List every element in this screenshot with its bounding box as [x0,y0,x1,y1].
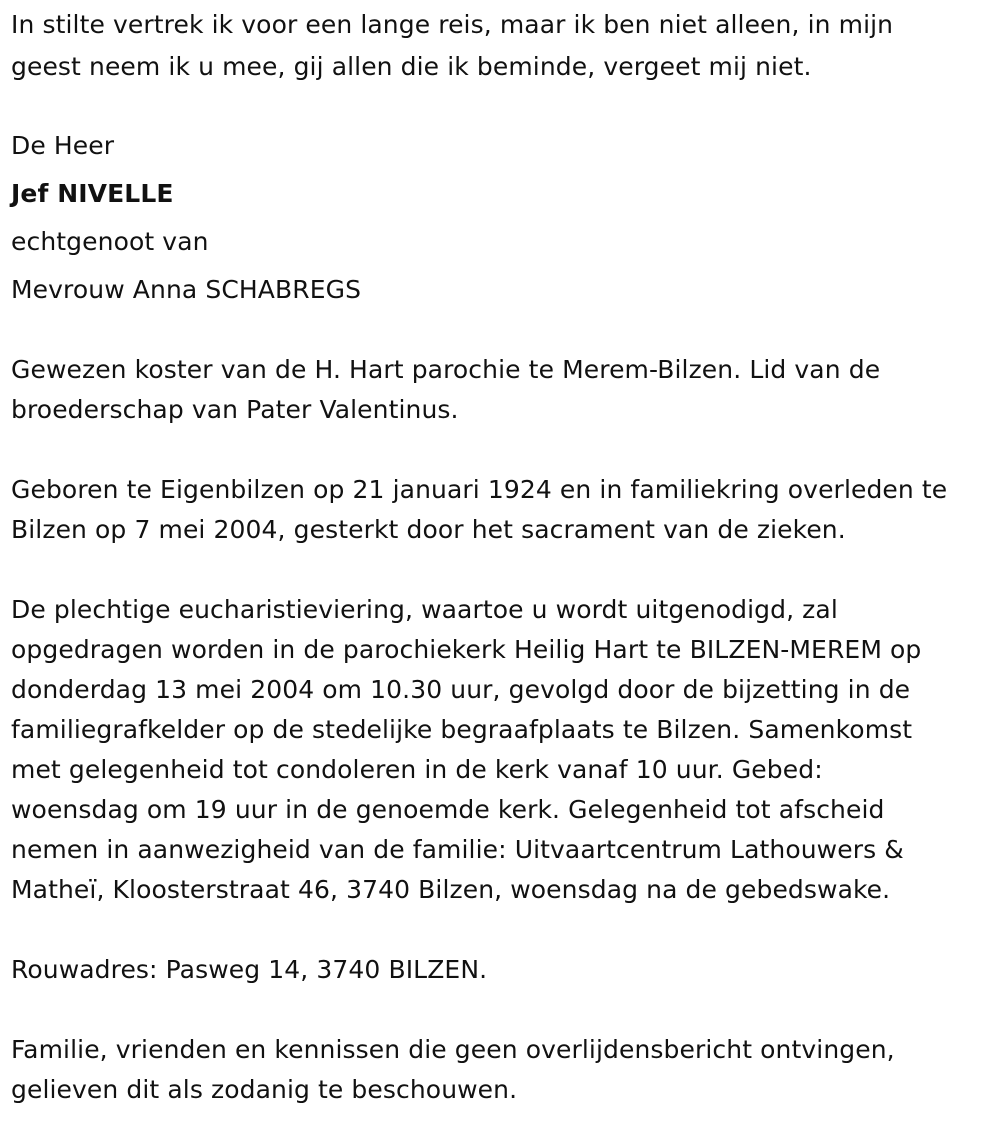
mourning-address: Rouwadres: Pasweg 14, 3740 BILZEN. [11,955,488,984]
text-line: Gewezen koster van de H. Hart parochie te Merem-Bilzen. Lid van de [11,355,881,384]
text-line: nemen in aanwezigheid van de familie: Uitvaartcentrum Lathouwers & [11,835,904,864]
text-line: Familie, vrienden en kennissen die geen overlijdensbericht ontvingen, [11,1035,895,1064]
honorific: De Heer [11,131,115,160]
relation-label: echtgenoot van [11,227,209,256]
text-line: Matheï, Kloosterstraat 46, 3740 Bilzen, woensdag na de gebedswake. [11,875,891,904]
text-line: Bilzen op 7 mei 2004, gesterkt door het sacrament van de zieken. [11,515,846,544]
text-line: De plechtige eucharistieviering, waartoe u wordt uitgenodigd, zal [11,595,838,624]
text-line: met gelegenheid tot condoleren in de kerk vanaf 10 uur. Gebed: [11,755,823,784]
text-line: In stilte vertrek ik voor een lange reis, maar ik ben niet alleen, in mijn [11,10,894,39]
text-line: opgedragen worden in de parochiekerk Heilig Hart te BILZEN-MEREM op [11,635,922,664]
text-line: Geboren te Eigenbilzen op 21 januari 1924 en in familiekring overleden te [11,475,948,504]
text-line: broederschap van Pater Valentinus. [11,395,459,424]
text-line: donderdag 13 mei 2004 om 10.30 uur, gevolgd door de bijzetting in de [11,675,911,704]
text-line: woensdag om 19 uur in de genoemde kerk. Gelegenheid tot afscheid [11,795,885,824]
deceased-name: Jef NIVELLE [11,179,174,208]
text-line: familiegrafkelder op de stedelijke begraafplaats te Bilzen. Samenkomst [11,715,913,744]
text-line: geest neem ik u mee, gij allen die ik beminde, vergeet mij niet. [11,52,812,81]
spouse-name: Mevrouw Anna SCHABREGS [11,275,362,304]
text-line: gelieven dit als zodanig te beschouwen. [11,1075,518,1104]
